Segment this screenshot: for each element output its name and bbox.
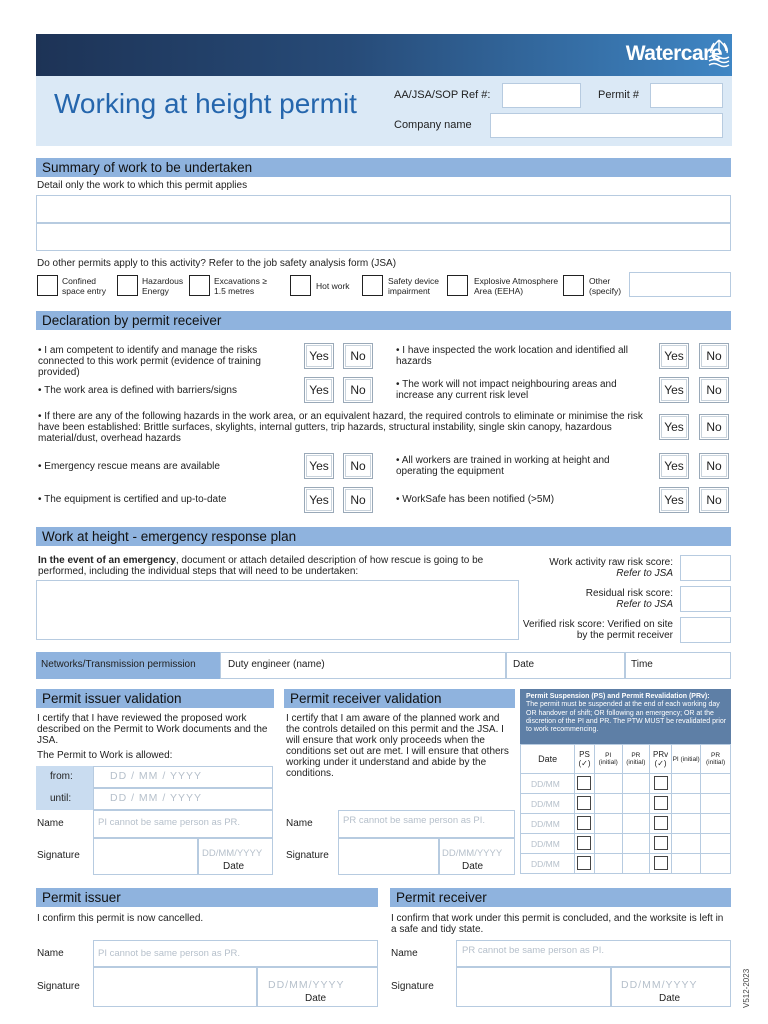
permit-allowed-label: The Permit to Work is allowed: — [37, 750, 173, 761]
inspected-no[interactable]: No — [699, 343, 729, 369]
permit-issuer-signature-label: Signature — [37, 981, 80, 992]
pi-initial-cell[interactable] — [594, 854, 622, 874]
permit-number-field[interactable] — [650, 83, 723, 108]
receiver-validation-text: I certify that I am aware of the planned work and the controls detailed on this permit and the JSA. I will ensure that work only proceeds when the conditions set out are met. I will ensure that others working under it understand and abide by the conditions. — [286, 713, 509, 779]
suspension-row — [521, 794, 731, 814]
competent-no[interactable]: No — [343, 343, 373, 369]
permit-receiver-date-placeholder: DD/MM/YYYY — [621, 979, 698, 991]
other-permits-question: Do other permits apply to this activity? Refer to the job safety analysis form (JSA) — [37, 258, 397, 269]
inspected-yes[interactable]: Yes — [659, 343, 689, 369]
receiver-validation-date-label: Date — [462, 861, 484, 872]
suspension-row — [521, 854, 731, 874]
declaration-item-hazards: • If there are any of the following hazards in the work area, or an equivalent hazard, the required controls to eliminate or minimise the risk have been established: Brittle surfaces, skylights, internal gutters, trip hazards, structural instability, single skin canopy, hazardous material/dust, overhead hazards — [38, 411, 643, 444]
col-pr-2: PR (initial) — [701, 745, 731, 774]
suspension-title: Permit Suspension (PS) and Permit Revalidation (PRv): — [526, 693, 710, 700]
pr-initial-cell[interactable] — [622, 814, 649, 834]
page-title: Working at height permit — [54, 88, 357, 119]
trained-no[interactable]: No — [699, 453, 729, 479]
col-pr-1: PR (initial) — [622, 745, 649, 774]
hazardous-energy-checkbox[interactable] — [117, 275, 138, 296]
declaration-item-equipment: • The equipment is certified and up-to-date — [38, 494, 227, 505]
pr-initial-cell[interactable] — [701, 834, 731, 854]
issuer-validation-signature-field[interactable] — [93, 838, 198, 875]
other-label: Other (specify) — [589, 276, 622, 296]
pr-initial-cell[interactable] — [622, 854, 649, 874]
col-pi-2: PI (initial) — [672, 745, 701, 774]
col-date: Date — [521, 745, 575, 774]
receiver-validation-date-placeholder: DD/MM/YYYY — [442, 848, 503, 859]
ps-checkbox[interactable] — [577, 796, 591, 810]
ps-checkbox[interactable] — [577, 856, 591, 870]
neighbouring-no[interactable]: No — [699, 377, 729, 403]
hot-work-label: Hot work — [316, 281, 350, 291]
declaration-item-rescue: • Emergency rescue means are available — [38, 461, 220, 472]
pr-initial-cell[interactable] — [622, 794, 649, 814]
suspension-row — [521, 774, 731, 794]
declaration-item-worksafe: • WorkSafe has been notified (>5M) — [396, 494, 555, 505]
receiver-validation-signature-label: Signature — [286, 850, 329, 861]
pi-initial-cell[interactable] — [672, 794, 701, 814]
declaration-item-trained: • All workers are trained in working at height and operating the equipment — [396, 455, 610, 477]
receiver-validation-name-label: Name — [286, 818, 313, 829]
ref-label: AA/JSA/SOP Ref #: — [394, 89, 491, 101]
declaration-item-inspected: • I have inspected the work location and identified all hazards — [396, 345, 628, 367]
issuer-validation-heading: Permit issuer validation — [36, 689, 274, 708]
brand-logo: Watercare — [625, 42, 722, 65]
rescue-no[interactable]: No — [343, 453, 373, 479]
summary-line-2[interactable] — [36, 223, 731, 251]
permit-receiver-signature-field[interactable] — [456, 967, 611, 1007]
pr-initial-cell[interactable] — [701, 794, 731, 814]
networks-date-label: Date — [513, 659, 535, 670]
receiver-validation-name-placeholder: PR cannot be same person as PI. — [343, 815, 486, 826]
barriers-yes[interactable]: Yes — [304, 377, 334, 403]
permit-issuer-heading: Permit issuer — [36, 888, 378, 907]
issuer-validation-signature-label: Signature — [37, 850, 80, 861]
receiver-validation-signature-field[interactable] — [338, 838, 439, 875]
issuer-validation-date-label: Date — [223, 861, 245, 872]
prv-checkbox[interactable] — [654, 816, 668, 830]
permit-issuer-name-label: Name — [37, 948, 64, 959]
pi-initial-cell[interactable] — [594, 814, 622, 834]
residual-risk-label: Residual risk score: Refer to JSA — [585, 588, 673, 610]
neighbouring-yes[interactable]: Yes — [659, 377, 689, 403]
duty-engineer-label: Duty engineer (name) — [228, 659, 325, 670]
prv-checkbox[interactable] — [654, 776, 668, 790]
other-checkbox[interactable] — [563, 275, 584, 296]
raw-risk-field[interactable] — [680, 555, 731, 581]
equipment-yes[interactable]: Yes — [304, 487, 334, 513]
pr-initial-cell[interactable] — [701, 774, 731, 794]
hot-work-checkbox[interactable] — [290, 275, 311, 296]
declaration-item-neighbouring: • The work will not impact neighbouring areas and increase any current risk level — [396, 379, 617, 401]
col-pi-1: PI (initial) — [594, 745, 622, 774]
ps-checkbox[interactable] — [577, 816, 591, 830]
col-ps: PS (✓) — [575, 745, 594, 774]
row-date[interactable]: DD/MM — [521, 814, 575, 834]
explosive-atmosphere-checkbox[interactable] — [447, 275, 468, 296]
declaration-heading: Declaration by permit receiver — [36, 311, 731, 330]
permit-issuer-name-placeholder: PI cannot be same person as PR. — [98, 948, 241, 959]
ps-checkbox[interactable] — [577, 836, 591, 850]
row-date[interactable]: DD/MM — [521, 834, 575, 854]
prv-checkbox[interactable] — [654, 856, 668, 870]
permit-receiver-date-label: Date — [659, 993, 681, 1004]
confined-space-checkbox[interactable] — [37, 275, 58, 296]
hazards-no[interactable]: No — [699, 414, 729, 440]
suspension-text: The permit must be suspended at the end of each working day OR handover of shift; OR following an emergency; OR at the discretion of the PI and PR. The PTW MUST be revalidated prior to work recommencing. — [526, 701, 727, 734]
excavations-checkbox[interactable] — [189, 275, 210, 296]
company-name-field[interactable] — [490, 113, 723, 138]
pr-initial-cell[interactable] — [622, 834, 649, 854]
summary-heading: Summary of work to be undertaken — [36, 158, 731, 177]
watercare-logo-icon — [708, 38, 730, 72]
issuer-validation-text: I certify that I have reviewed the proposed work described on the Permit to Work documents and the JSA. — [37, 713, 268, 746]
pr-initial-cell[interactable] — [622, 774, 649, 794]
declaration-item-barriers: • The work area is defined with barriers/signs — [38, 385, 237, 396]
permit-issuer-text: I confirm this permit is now cancelled. — [37, 913, 204, 924]
receiver-validation-heading: Permit receiver validation — [284, 689, 515, 708]
pi-initial-cell[interactable] — [672, 854, 701, 874]
prv-checkbox[interactable] — [654, 796, 668, 810]
prv-checkbox[interactable] — [654, 836, 668, 850]
hazardous-energy-label: Hazardous Energy — [142, 276, 184, 296]
suspension-row — [521, 834, 731, 854]
pi-initial-cell[interactable] — [594, 834, 622, 854]
safety-device-label: Safety device impairment — [388, 276, 440, 296]
col-prv: PRv (✓) — [649, 745, 671, 774]
pr-initial-cell[interactable] — [701, 854, 731, 874]
barriers-no[interactable]: No — [343, 377, 373, 403]
issuer-validation-name-placeholder: PI cannot be same person as PR. — [98, 817, 241, 828]
issuer-validation-name-label: Name — [37, 818, 64, 829]
issuer-validation-date-placeholder: DD/MM/YYYY — [202, 848, 263, 859]
emergency-intro: In the event of an emergency, document or attach detailed description of how rescue is going to be performed, including the individual steps that will need to be undertaken: — [38, 555, 484, 577]
equipment-no[interactable]: No — [343, 487, 373, 513]
rescue-yes[interactable]: Yes — [304, 453, 334, 479]
excavations-label: Excavations ≥ 1.5 metres — [214, 276, 267, 296]
worksafe-no[interactable]: No — [699, 487, 729, 513]
permit-label: Permit # — [598, 89, 639, 101]
networks-label: Networks/Transmission permission — [41, 659, 196, 670]
pi-initial-cell[interactable] — [672, 834, 701, 854]
ref-field[interactable] — [502, 83, 581, 108]
permit-issuer-date-label: Date — [305, 993, 327, 1004]
suspension-text-block — [526, 693, 728, 734]
permit-receiver-name-placeholder: PR cannot be same person as PI. — [462, 945, 605, 956]
pr-initial-cell[interactable] — [701, 814, 731, 834]
suspension-table — [520, 744, 731, 874]
explosive-atmosphere-label: Explosive Atmosphere Area (EEHA) — [474, 276, 559, 296]
emergency-plan-field[interactable] — [36, 580, 519, 640]
ps-checkbox[interactable] — [577, 776, 591, 790]
from-date-placeholder: DD / MM / YYYY — [110, 770, 202, 782]
worksafe-yes[interactable]: Yes — [659, 487, 689, 513]
version-code: V512-2023 — [742, 968, 751, 1008]
hazards-yes[interactable]: Yes — [659, 414, 689, 440]
pi-initial-cell[interactable] — [594, 794, 622, 814]
declaration-item-competent: • I am competent to identify and manage the risks connected to this work permit (evidence of training provided) — [38, 345, 261, 378]
until-date-placeholder: DD / MM / YYYY — [110, 792, 202, 804]
pi-initial-cell[interactable] — [672, 814, 701, 834]
permit-receiver-heading: Permit receiver — [390, 888, 731, 907]
suspension-row — [521, 814, 731, 834]
other-specify-field[interactable] — [629, 272, 731, 297]
trained-yes[interactable]: Yes — [659, 453, 689, 479]
permit-issuer-signature-field[interactable] — [93, 967, 257, 1007]
row-date[interactable]: DD/MM — [521, 794, 575, 814]
row-date[interactable]: DD/MM — [521, 854, 575, 874]
until-label: until: — [50, 793, 72, 804]
row-date[interactable]: DD/MM — [521, 774, 575, 794]
summary-subtext: Detail only the work to which this permit applies — [37, 180, 248, 191]
safety-device-checkbox[interactable] — [362, 275, 383, 296]
verified-risk-field[interactable] — [680, 617, 731, 643]
summary-line-1[interactable] — [36, 195, 731, 223]
confined-space-label: Confined space entry — [62, 276, 106, 296]
permit-issuer-date-placeholder: DD/MM/YYYY — [268, 979, 345, 991]
permit-receiver-text: I confirm that work under this permit is concluded, and the worksite is left in a safe and tidy state. — [391, 913, 724, 935]
permit-receiver-name-label: Name — [391, 948, 418, 959]
emergency-heading: Work at height - emergency response plan — [36, 527, 731, 546]
residual-risk-field[interactable] — [680, 586, 731, 612]
networks-time-label: Time — [631, 659, 653, 670]
verified-risk-label: Verified risk score: Verified on site by the permit receiver — [522, 619, 673, 641]
competent-yes[interactable]: Yes — [304, 343, 334, 369]
pi-initial-cell[interactable] — [672, 774, 701, 794]
pi-initial-cell[interactable] — [594, 774, 622, 794]
company-label: Company name — [394, 119, 472, 131]
permit-receiver-signature-label: Signature — [391, 981, 434, 992]
raw-risk-label: Work activity raw risk score: Refer to JSA — [549, 557, 673, 579]
from-label: from: — [50, 771, 73, 782]
